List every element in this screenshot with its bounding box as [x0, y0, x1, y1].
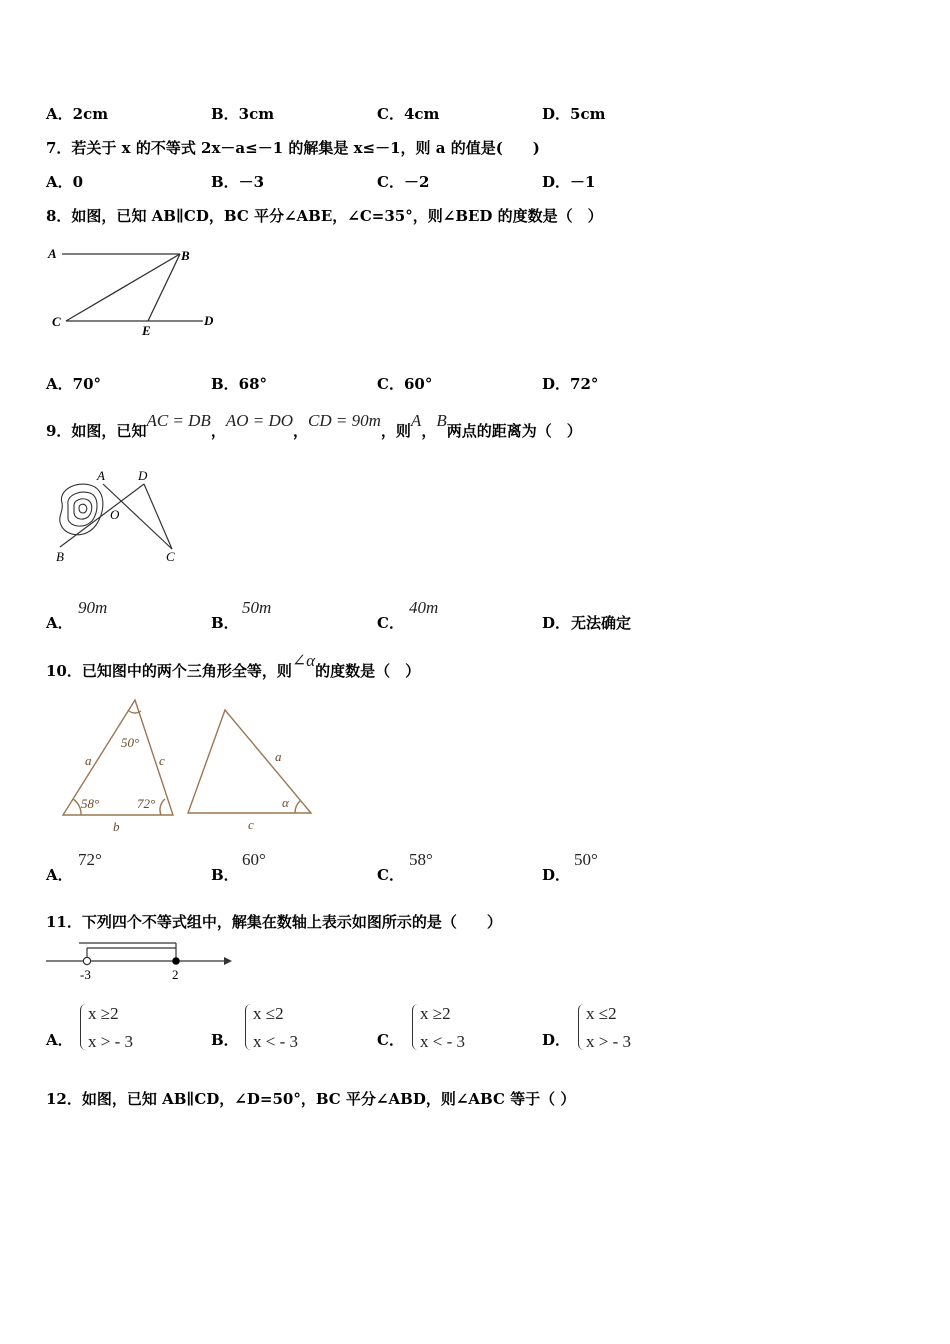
- axis-label-minus3: -3: [80, 967, 91, 982]
- q9-figure: [48, 465, 188, 570]
- label-a: A: [97, 468, 105, 483]
- q9-point-b: B: [436, 411, 447, 430]
- q8-option-a: A．70°: [46, 375, 102, 393]
- label-c: C: [166, 549, 175, 564]
- label-d: D: [138, 468, 148, 483]
- q10-suffix: 的度数是（ ）: [315, 662, 421, 680]
- q11-option-d-line1: x ≤2: [586, 1004, 617, 1023]
- tri1-angle-right: 72°: [137, 796, 156, 811]
- q11-question: 11．下列四个不等式组中，解集在数轴上表示如图所示的是（ ）: [46, 913, 502, 931]
- q9-math-3: CD = 90m: [308, 411, 381, 430]
- q11-option-d-letter: D．: [542, 1031, 571, 1049]
- arc-left: [73, 799, 81, 815]
- q10-option-c-letter: C．: [377, 866, 404, 884]
- triangle-1: [63, 700, 173, 815]
- q11-option-c-letter: C．: [377, 1031, 404, 1049]
- q10-option-d-letter: D．: [542, 866, 571, 884]
- tri2-side-c: c: [248, 817, 254, 832]
- q11-option-a-line1: x ≥2: [88, 1004, 119, 1023]
- tri1-side-c: c: [159, 753, 165, 768]
- brace-icon: [578, 1004, 585, 1050]
- q8-figure: [40, 240, 230, 340]
- q9-suffix: 两点的距离为（ ）: [446, 422, 582, 440]
- q11-option-c-line1: x ≥2: [420, 1004, 451, 1023]
- q10-option-a-value: 72°: [78, 850, 102, 869]
- triangle-2: [188, 710, 311, 813]
- tri2-side-a: a: [275, 749, 282, 764]
- q9-option-b-letter: B．: [211, 614, 239, 632]
- q11-number-line: [44, 938, 234, 983]
- q9-option-c-letter: C．: [377, 614, 404, 632]
- q11-option-a-letter: A．: [46, 1031, 73, 1049]
- q7-option-d: D．－1: [542, 173, 596, 191]
- tri1-angle-left: 58°: [81, 796, 100, 811]
- tri1-side-a: a: [85, 753, 92, 768]
- q6-option-a: A．2cm: [46, 105, 109, 123]
- label-d: D: [204, 313, 214, 328]
- q9-option-d-letter: D．: [542, 614, 571, 632]
- q9-mid: ，则: [380, 422, 411, 440]
- arc-right: [160, 799, 165, 815]
- q6-option-d: D．5cm: [542, 105, 606, 123]
- arc-alpha: [295, 801, 300, 813]
- q9-option-a-value: 90m: [78, 598, 108, 617]
- q9-option-d-value: 无法确定: [571, 614, 632, 632]
- q9-math-2: AO = DO: [225, 411, 294, 430]
- q8-option-d: D．72°: [542, 375, 599, 393]
- q8-question: 8．如图，已知 AB∥CD，BC 平分∠ABE，∠C=35°，则∠BED 的度数是（ ）: [46, 207, 603, 225]
- q8-option-b: B．68°: [211, 375, 268, 393]
- q7-question: 7．若关于 x 的不等式 2x－a≤－1 的解集是 x≤－1，则 a 的值是( ): [46, 139, 540, 157]
- line-bc: [66, 254, 180, 321]
- label-b: B: [181, 248, 190, 263]
- q7-option-a: A．0: [46, 173, 84, 191]
- open-point-icon: [83, 957, 90, 964]
- q10-option-d-value: 50°: [574, 850, 598, 869]
- tri2-angle-alpha: α: [282, 795, 289, 810]
- q11-option-c-line2: x < - 3: [420, 1032, 465, 1051]
- q10-option-b-letter: B．: [211, 866, 239, 884]
- line-db: [60, 484, 144, 547]
- q7-option-c: C．－2: [377, 173, 430, 191]
- line-dc: [144, 484, 172, 549]
- q10-prefix: 10．已知图中的两个三角形全等，则: [46, 662, 292, 680]
- q12-question: 12．如图，已知 AB∥CD，∠D=50°，BC 平分∠ABD，则∠ABC 等于（ ）: [46, 1090, 576, 1108]
- q10-option-a-letter: A．: [46, 866, 73, 884]
- q6-option-c: C．4cm: [377, 105, 440, 123]
- q11-option-b-line2: x < - 3: [253, 1032, 298, 1051]
- q9-prefix: 9．如图，已知: [46, 422, 147, 440]
- tri1-angle-top: 50°: [121, 735, 140, 750]
- q9-option-b-value: 50m: [242, 598, 272, 617]
- brace-icon: [80, 1004, 87, 1050]
- q9-option-a-letter: A．: [46, 614, 73, 632]
- q11-option-b-letter: B．: [211, 1031, 239, 1049]
- brace-icon: [245, 1004, 252, 1050]
- label-o: O: [110, 507, 120, 522]
- q10-figure: [55, 695, 325, 840]
- q7-option-b: B．－3: [211, 173, 265, 191]
- q6-option-b: B．3cm: [211, 105, 275, 123]
- tri1-side-b: b: [113, 819, 120, 834]
- q9-option-c-value: 40m: [409, 598, 439, 617]
- q9-math-1: AC = DB: [146, 411, 211, 430]
- q10-question: [46, 651, 421, 681]
- q8-option-c: C．60°: [377, 375, 433, 393]
- label-a: A: [48, 246, 57, 261]
- q9-question: 9．如图，已知AC = DB，AO = DO，CD = 90m，则A，B两点的距离为（ ）: [46, 411, 582, 440]
- axis-label-2: 2: [172, 967, 179, 982]
- q10-option-b-value: 60°: [242, 850, 266, 869]
- q9-point-a: A: [410, 411, 422, 430]
- axis-arrow-icon: [224, 957, 232, 965]
- closed-point-icon: [172, 957, 180, 965]
- label-b: B: [56, 549, 64, 564]
- q11-option-b-line1: x ≤2: [253, 1004, 284, 1023]
- q10-alpha: ∠α: [291, 651, 316, 670]
- q11-option-a-line2: x > - 3: [88, 1032, 133, 1051]
- label-e: E: [142, 323, 151, 338]
- brace-icon: [412, 1004, 419, 1050]
- pond-contour-icon: [60, 484, 103, 535]
- q10-option-c-value: 58°: [409, 850, 433, 869]
- label-c: C: [52, 314, 61, 329]
- q11-option-d-line2: x > - 3: [586, 1032, 631, 1051]
